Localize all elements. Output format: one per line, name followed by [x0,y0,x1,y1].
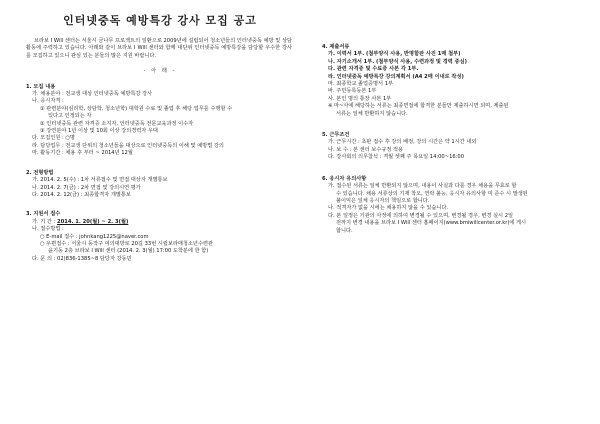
document-diploma: 마. 최종학교 졸업증명서 1부 [328,81,394,88]
note-a-1: 가. 접수된 서류는 일체 반환되지 않으며, 내용이 사실과 다를 경우 채용을 무효로 할 [328,183,517,190]
qualification-item-1b: 있다고 인정되는 자 [48,113,92,120]
application-mail-address-a: ○ 우편접수 : 서울시 동작구 여의대방로 20길 33번 시립보라매청소년수련관 [40,240,213,247]
recruit-period: 마. 활동기간 : 채용 후 부터 ~ 2014년 12월 [32,150,133,157]
document-lecture-plan: 라. 인터넷중독 예방특강 강의계획서 (A4 2매 이내로 작성) [328,73,464,80]
note-b: 나. 적격자가 없을 시에는 채용하지 않을 수 있습니다. [328,205,449,212]
selection-step-3: 다. 2014. 2. 12(금) : 최종합격자 개별통보 [32,191,131,198]
document-self-intro: 나. 자기소개서 1부. (첨부양식 사용, 수련과정 및 경력 중심) [328,58,467,65]
application-period-label: 가. 기 간 : [32,218,56,225]
section-selection-title: 2. 전형방법 [26,169,54,176]
note-c-1: 다. 본 일정은 기관의 사정에 의하여 변경될 수 있으며, 변경될 경우, 변경 실시 2일 [328,212,514,219]
application-mail-address-b: 윤기동 2층 브라보 I Will 센터 (2014. 2. 3(월) 17:00 도착분에 한 함) [48,248,209,255]
qualification-item-3: ③ 강연분야 1년 이상 및 10회 이상 강의경력자 우대 [40,128,158,135]
section-documents-title: 4. 제출서류 [322,44,350,50]
section-divider: - 아 래 - [143,68,177,75]
document-certificates: 다. 관련 자격증 및 수료증 사본 각 1부. [328,66,419,73]
document-bankbook: 사. 본인 명의 통장 사본 1부 [328,95,392,102]
qualification-item-1a: ① 관련분야(심리학, 상담학, 청소년학) 대학원 수료 및 졸업 후 해당 업무를 수행할 수 [40,105,233,112]
selection-step-2: 나. 2014. 2. 7(금) : 2차 면접 및 강의시연 평가 [32,184,141,191]
application-period [26,219,294,226]
note-c-2: 전까지 변경 내용을 브라보 I Will 센터 홈페이지(www.bmiwillcenter.or.kr)에 게시 [336,220,527,227]
selection-step-1: 가. 2014. 2. 5(수) : 1차 서류접수 및 면접 대상자 개별통보 [32,177,168,184]
intro-paragraph: 브라보 I Will 센터는 서울시 금나무 프로젝트의 일환으로 2009년에 설립되어 청소년들의 인터넷중독 예방 및 상담 활동에 주력하고 있습니다. 아래와 같이 브라보 I Will 센터와 함께 대단위 인터넷중독 예방특강을 담당할 우수한 강사를 모집하고 있으니 관심 있는 분들의 많은 지원 바랍니다. [26,38,292,59]
recruit-count: 다. 모집인원 : ○명 [32,135,75,142]
recruit-qualification-label: 나. 응시자격 : [32,98,64,105]
condition-pay: 나. 보 수 : 본 센터 보수규정 적용 [328,146,404,153]
application-period-value: 2014. 1. 20(월) ~ 2. 3(월) [57,218,129,225]
application-method-label: 나. 접수방법 : [32,226,64,233]
note-a-2: 수 있습니다. 채용 서류상의 기재 착오, 연락 불능, 응시자 유의사항 미 준수 시 발생된 [336,190,528,197]
qualification-item-2: ② 인터넷중독 관련 자격증 소지자, 인터넷중독 전문교육과정 이수자 [40,120,194,127]
document-resident-register: 바. 주민등록등본 1부 [328,88,377,95]
document-resume: 가. 이력서 1부. (첨부양식 사용, 반명함판 사진 1매 첨부) [328,51,461,58]
recruit-duty: 라. 담당업무 : 전교생 단위의 청소년들을 대상으로 인터넷중독의 이해 및 예방법 강의 [32,142,224,149]
section-notes-title: 6. 응시자 유의사항 [322,175,367,182]
document-note-a: ※ 마~사에 해당하는 서류는 최종면접에 합격한 분들만 제출하시면 되며, 제출된 [328,103,509,110]
recruit-field: 가. 채용분야 : 전교생 대상 인터넷중독 예방특강 강사 [32,91,153,98]
section-application-title: 3. 지원서 접수 [26,211,61,218]
document-note-b: 서류는 일체 반환하지 않습니다. [336,110,408,117]
condition-hours: 가. 근무시간 : 초판 접수 후 강의 배정, 강의 시간은 약 1시간 내외 [328,139,477,146]
notice-title: 인터넷중독 예방특강 강사 모집 공고 [63,14,257,27]
application-email: ○ E-mail 접수 : johnkang1225@naver.com [40,233,149,240]
left-column [26,0,294,263]
condition-meeting: 다. 강사회의 의무참석 : 격월 셋째 주 목요일 14:00~16:00 [328,154,465,161]
section-conditions-title: 5. 근무조건 [322,132,350,139]
section-recruitment-title: 1. 모집 내용 [26,83,56,90]
note-c-3: 합니다. [336,227,353,234]
note-a-3: 불이익은 일체 응시자의 책임으로 합니다. [336,197,430,204]
right-column [322,0,580,235]
application-contact: 다. 문 의 : 02)836-1385~8 담당자 강동민 [32,255,132,262]
